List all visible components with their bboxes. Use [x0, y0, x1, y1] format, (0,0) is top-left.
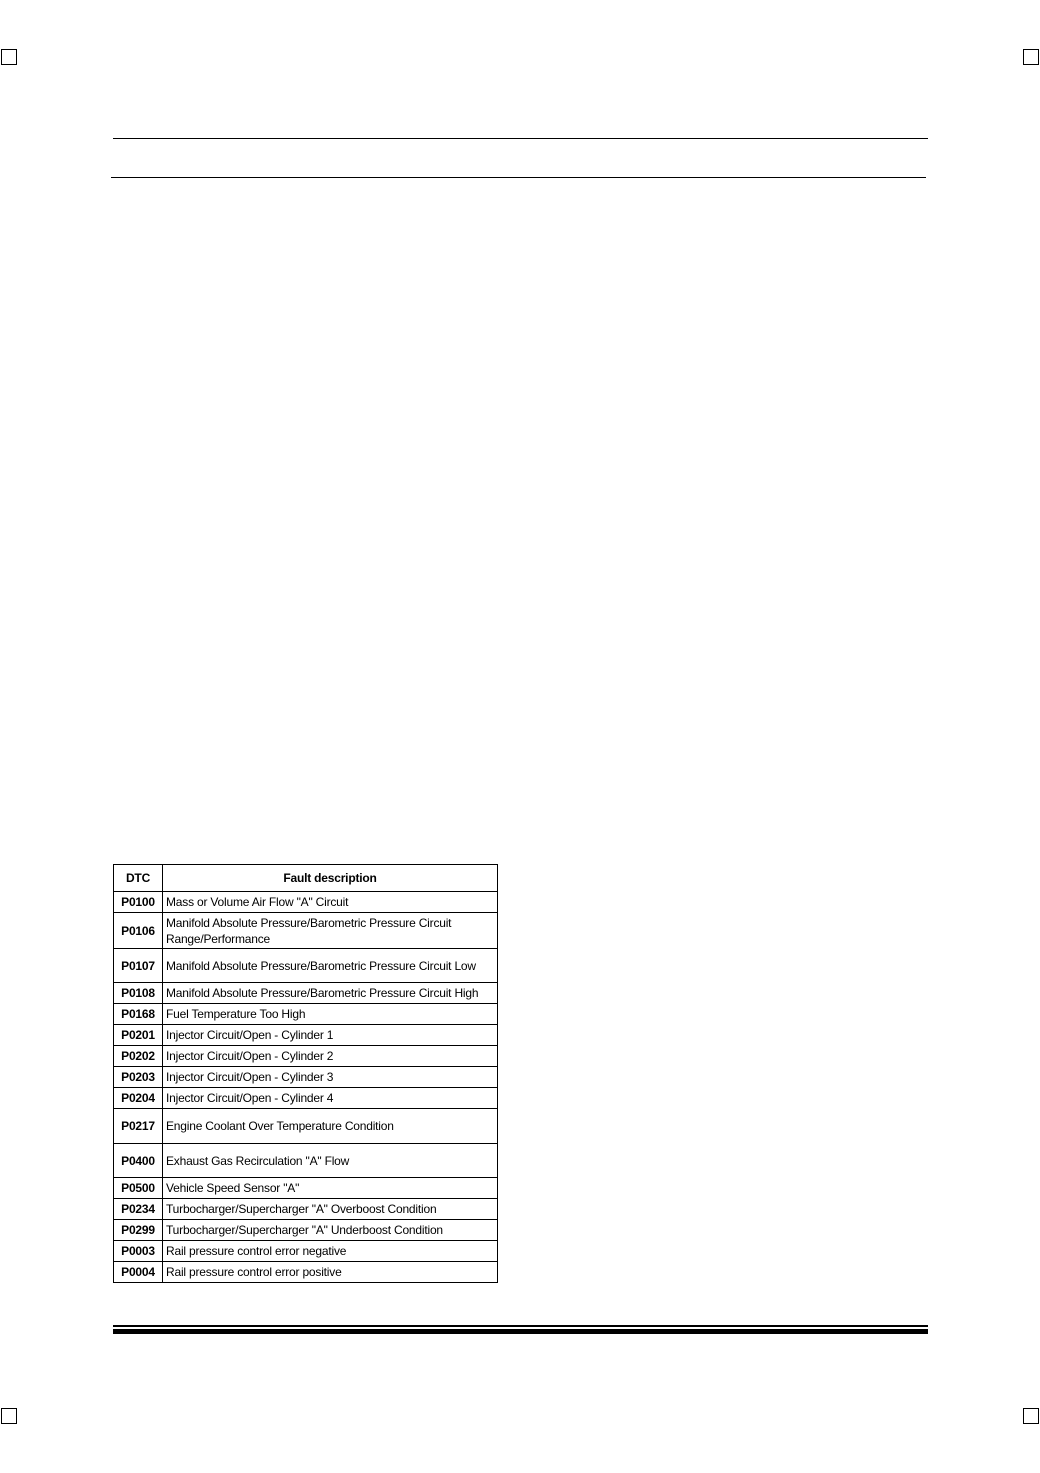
table-row — [114, 1262, 498, 1283]
table-row — [114, 1109, 498, 1144]
dtc-code: P0100 — [114, 892, 163, 913]
table-row — [114, 983, 498, 1004]
fault-description: Engine Coolant Over Temperature Condition — [163, 1109, 498, 1144]
fault-description: Exhaust Gas Recirculation "A" Flow — [163, 1144, 498, 1178]
fault-description: Rail pressure control error positive — [163, 1262, 498, 1283]
table-row — [114, 1046, 498, 1067]
table-row — [114, 1144, 498, 1178]
fault-description: Injector Circuit/Open - Cylinder 1 — [163, 1025, 498, 1046]
header-rule-bottom — [111, 177, 926, 178]
dtc-code: P0400 — [114, 1144, 163, 1178]
table-row — [114, 1004, 498, 1025]
dtc-code: P0299 — [114, 1220, 163, 1241]
table-row — [114, 1199, 498, 1220]
fault-description: Rail pressure control error negative — [163, 1241, 498, 1262]
fault-description: Injector Circuit/Open - Cylinder 4 — [163, 1088, 498, 1109]
footer-rule-thin — [113, 1325, 928, 1327]
table-row — [114, 1241, 498, 1262]
fault-description: Vehicle Speed Sensor "A" — [163, 1178, 498, 1199]
table-row — [114, 892, 498, 913]
table-row — [114, 1088, 498, 1109]
table-row — [114, 1067, 498, 1088]
fault-description: Injector Circuit/Open - Cylinder 3 — [163, 1067, 498, 1088]
fault-description: Injector Circuit/Open - Cylinder 2 — [163, 1046, 498, 1067]
dtc-code: P0203 — [114, 1067, 163, 1088]
footer-rule-thick — [113, 1329, 928, 1334]
dtc-code: P0107 — [114, 949, 163, 983]
dtc-code: P0201 — [114, 1025, 163, 1046]
crop-mark-bottom-left — [1, 1408, 17, 1424]
table-row — [114, 1178, 498, 1199]
dtc-code: P0217 — [114, 1109, 163, 1144]
dtc-code: P0004 — [114, 1262, 163, 1283]
dtc-code: P0234 — [114, 1199, 163, 1220]
header-rule-top — [113, 138, 928, 139]
column-header-dtc: DTC — [114, 865, 163, 892]
table-row — [114, 1025, 498, 1046]
fault-description: Turbocharger/Supercharger "A" Underboost Condition — [163, 1220, 498, 1241]
fault-description: Fuel Temperature Too High — [163, 1004, 498, 1025]
table-row — [114, 913, 498, 949]
dtc-code: P0500 — [114, 1178, 163, 1199]
dtc-code: P0108 — [114, 983, 163, 1004]
table-row — [114, 1220, 498, 1241]
dtc-code: P0202 — [114, 1046, 163, 1067]
dtc-code: P0168 — [114, 1004, 163, 1025]
table-header-row — [114, 865, 498, 892]
column-header-fault-description: Fault description — [163, 865, 498, 892]
crop-mark-top-right — [1023, 49, 1039, 65]
dtc-code: P0204 — [114, 1088, 163, 1109]
crop-mark-bottom-right — [1023, 1408, 1039, 1424]
dtc-table — [113, 864, 498, 1283]
dtc-code: P0106 — [114, 913, 163, 949]
fault-description: Manifold Absolute Pressure/Barometric Pressure Circuit Range/Performance — [163, 913, 498, 949]
table-row — [114, 949, 498, 983]
fault-description: Turbocharger/Supercharger "A" Overboost Condition — [163, 1199, 498, 1220]
fault-description: Manifold Absolute Pressure/Barometric Pressure Circuit High — [163, 983, 498, 1004]
dtc-code: P0003 — [114, 1241, 163, 1262]
crop-mark-top-left — [1, 49, 17, 65]
fault-description: Mass or Volume Air Flow "A" Circuit — [163, 892, 498, 913]
fault-description: Manifold Absolute Pressure/Barometric Pressure Circuit Low — [163, 949, 498, 983]
